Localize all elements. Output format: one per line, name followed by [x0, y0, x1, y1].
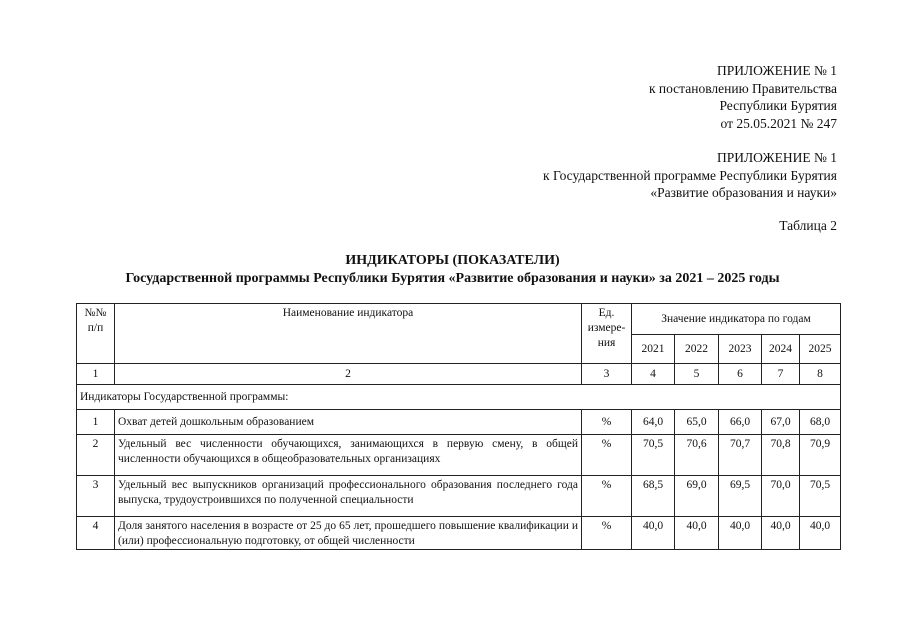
value-cell: 66,0 — [719, 410, 762, 435]
column-number: 2 — [115, 364, 582, 385]
header-values-by-year: Значение индикатора по годам — [632, 304, 841, 335]
value-cell: 40,0 — [675, 517, 719, 550]
unit-cell: % — [582, 476, 632, 517]
value-cell: 67,0 — [762, 410, 800, 435]
header-year: 2025 — [800, 335, 841, 364]
header-unit: Ед. измере-ния — [582, 304, 632, 364]
appendix-state-program — [543, 149, 837, 202]
value-cell: 40,0 — [762, 517, 800, 550]
value-cell: 70,5 — [632, 435, 675, 476]
indicator-name-cell — [115, 517, 582, 550]
table-row — [77, 435, 841, 476]
indicator-name: Удельный вес выпускников организаций профессионального образования последнего года выпуска, трудоустроившихся по полученной специальности — [115, 476, 582, 517]
appendix-line: к постановлению Правительства — [648, 80, 837, 96]
column-number: 7 — [762, 364, 800, 385]
table-row — [77, 517, 841, 550]
table-row — [77, 476, 841, 517]
value-cell: 70,8 — [762, 435, 800, 476]
appendix-line: ПРИЛОЖЕНИЕ № 1 — [716, 63, 837, 78]
header-row-number: №№ п/п — [77, 304, 115, 364]
appendix-line: от 25.05.2021 № 247 — [720, 115, 837, 131]
appendix-line: к Государственной программе Республики Бурятия — [543, 167, 837, 183]
column-number: 1 — [77, 364, 115, 385]
indicator-name: Охват детей дошкольным образованием — [115, 410, 582, 435]
value-cell: 69,0 — [675, 476, 719, 517]
unit-cell: % — [582, 517, 632, 550]
table-label: Таблица 2 — [779, 218, 837, 233]
column-number: 5 — [675, 364, 719, 385]
column-number: 6 — [719, 364, 762, 385]
value-cell: 65,0 — [675, 410, 719, 435]
document-title — [0, 252, 905, 287]
header-year: 2023 — [719, 335, 762, 364]
appendix-line: «Развитие образования и науки» — [650, 185, 837, 200]
unit-cell: % — [582, 410, 632, 435]
column-number: 8 — [800, 364, 841, 385]
row-number: 3 — [77, 476, 115, 517]
row-number: 1 — [77, 410, 115, 435]
indicators-table — [76, 303, 841, 550]
value-cell: 70,5 — [800, 476, 841, 517]
value-cell: 40,0 — [719, 517, 762, 550]
value-cell: 40,0 — [632, 517, 675, 550]
column-number: 3 — [582, 364, 632, 385]
title-line-1: ИНДИКАТОРЫ (ПОКАЗАТЕЛИ) — [345, 253, 560, 268]
value-cell: 40,0 — [800, 517, 841, 550]
value-cell: 70,9 — [800, 435, 841, 476]
row-number: 4 — [77, 517, 115, 550]
header-year: 2024 — [762, 335, 800, 364]
table-row — [77, 410, 841, 435]
value-cell: 64,0 — [632, 410, 675, 435]
column-number-row — [77, 364, 841, 385]
appendix-line: Республики Бурятия — [719, 98, 837, 113]
indicator-name: Доля занятого населения в возрасте от 25 до 65 лет, прошедшего повышение квалификации и (или) профессиональную подготовку, от общей численности — [118, 520, 578, 547]
title-line-2: Государственной программы Республики Бурятия «Развитие образования и науки» за 2021 – 2025 годы — [125, 270, 780, 286]
value-cell: 70,0 — [762, 476, 800, 517]
value-cell: 69,5 — [719, 476, 762, 517]
header-indicator-name: Наименование индикатора — [115, 304, 582, 364]
section-title: Индикаторы Государственной программы: — [77, 385, 841, 410]
row-number: 2 — [77, 435, 115, 476]
value-cell: 70,7 — [719, 435, 762, 476]
value-cell: 70,6 — [675, 435, 719, 476]
indicator-name: Удельный вес численности обучающихся, занимающихся в первую смену, в общей численности обучающихся в общеобразовательных организациях — [115, 435, 582, 476]
appendix-government-decree — [649, 62, 837, 132]
unit-cell: % — [582, 435, 632, 476]
value-cell: 68,5 — [632, 476, 675, 517]
value-cell: 68,0 — [800, 410, 841, 435]
column-number: 4 — [632, 364, 675, 385]
header-year: 2021 — [632, 335, 675, 364]
appendix-line: ПРИЛОЖЕНИЕ № 1 — [716, 150, 837, 165]
header-year: 2022 — [675, 335, 719, 364]
